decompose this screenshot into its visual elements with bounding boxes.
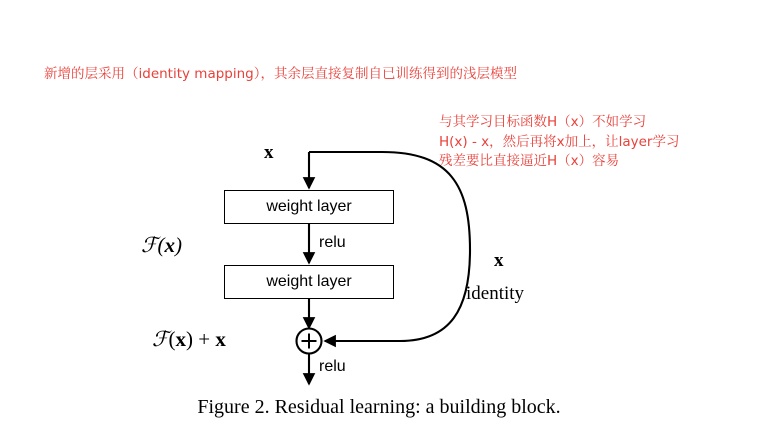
input-label: x [264, 142, 274, 163]
annotation-top-note: 新增的层采用（identity mapping），其余层直接复制自已训练得到的浅层模型 [44, 66, 517, 82]
weight-layer-block-2: weight layer [224, 265, 394, 299]
shortcut-label: identity [466, 283, 525, 304]
function-label-script-f: ℱ [141, 233, 158, 257]
output-label [152, 327, 226, 352]
output-label-script-f: ℱ [152, 327, 169, 351]
annotation-right-line-1: 与其学习目标函数H（x）不如学习 [439, 114, 647, 130]
relu-label-output: relu [319, 358, 346, 375]
annotation-right-line-2: H(x) - x，然后再将x加上，让layer学习 [439, 133, 680, 150]
weight-layer-block-1: weight layer [224, 190, 394, 224]
output-label-rest: (x) + x [168, 327, 226, 351]
annotation-right-line-3: 残差要比直接逼近H（x）容易 [439, 153, 620, 170]
relu-label-middle: relu [319, 234, 346, 251]
shortcut-value-label: x [494, 250, 504, 271]
function-label [141, 233, 182, 258]
figure-caption: Figure 2. Residual learning: a building block. [197, 396, 561, 418]
function-label-arg: (x) [157, 233, 183, 257]
